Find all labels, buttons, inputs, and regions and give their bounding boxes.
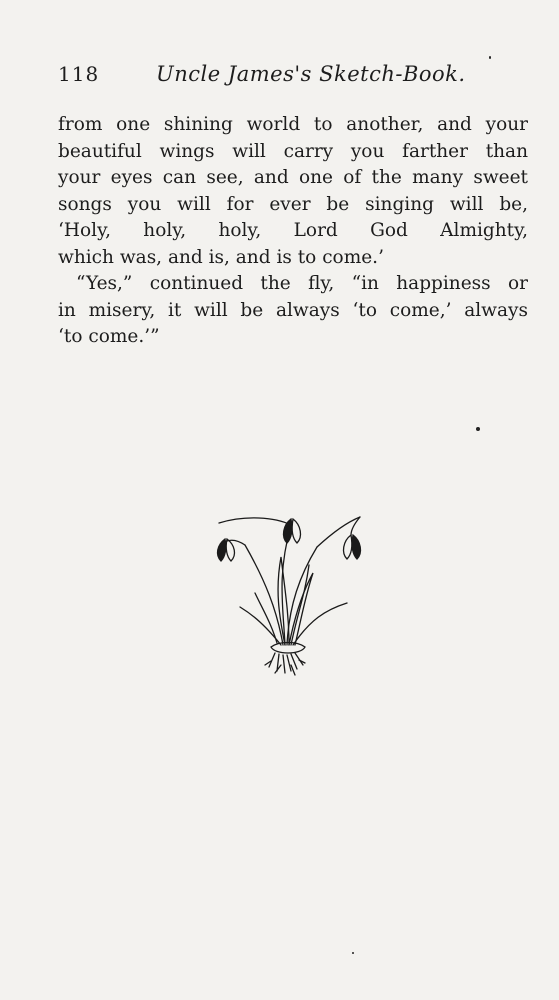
snowdrop-flower-vignette-icon <box>205 495 375 685</box>
page-number: 118 <box>58 62 100 86</box>
text-line: songs you will for ever be singing will be, <box>58 193 528 215</box>
text-line: ‘Holy, holy, holy, Lord God Almighty, <box>58 220 528 241</box>
ink-speck <box>476 427 480 431</box>
paragraph <box>58 112 528 271</box>
paragraph <box>58 271 528 351</box>
text-line: “Yes,” continued the fly, “in happiness or <box>76 273 528 294</box>
ink-speck <box>352 952 354 954</box>
text-line: from one shining world to another, and your <box>58 114 528 135</box>
text-line: which was, and is, and is to come.’ <box>58 246 384 268</box>
text-line: in misery, it will be always ‘to come,’ always <box>58 299 528 321</box>
text-line: ‘to come.’” <box>58 326 160 347</box>
text-line: your eyes can see, and one of the many sweet <box>58 167 528 188</box>
ink-speck <box>489 56 491 59</box>
body-text <box>58 112 528 351</box>
text-line: beautiful wings will carry you farther than <box>58 140 528 162</box>
page-header <box>58 62 498 90</box>
running-title: Uncle James's Sketch-Book. <box>156 62 466 86</box>
